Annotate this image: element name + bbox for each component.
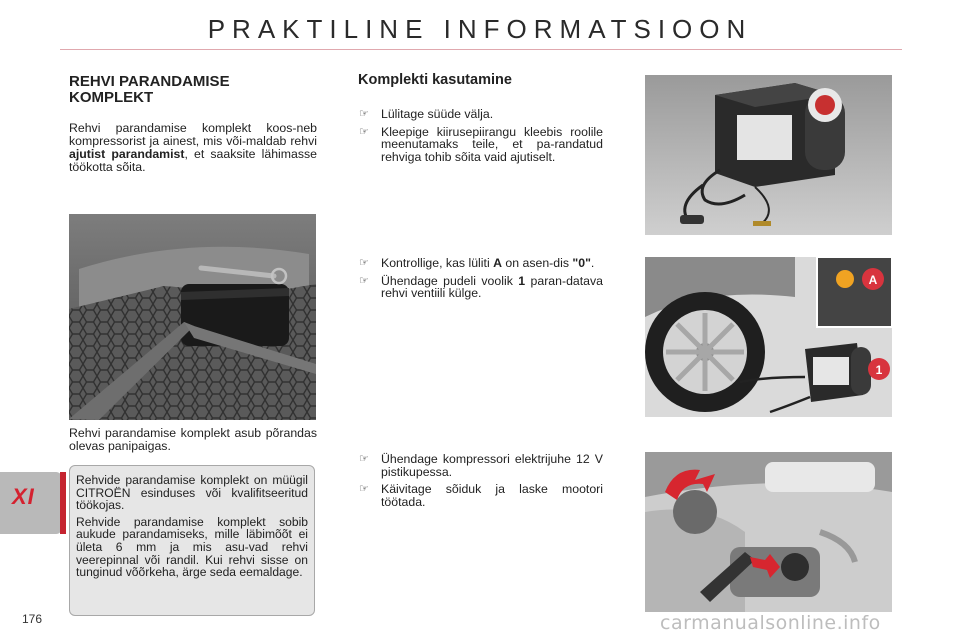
chapter-strip [60, 472, 66, 534]
info-paragraph-usage: Rehvide parandamise komplekt sobib aukude parandamiseks, mille läbimõõt ei ületa 6 mm ja mis asu-vad rehvi veerepinnal või randil. Kui rehvi sisse on tunginud võõrkeha, ärge seda eemaldage. [76, 514, 308, 580]
list-item: ☞ Kontrollige, kas lüliti A on asen-dis "0". [359, 256, 595, 270]
title-divider [60, 49, 902, 50]
socket-connection-illustration [645, 452, 892, 612]
page-number: 176 [22, 612, 43, 626]
intro-text-2: , et saaksite lähimasse töökotta sõita. [69, 147, 317, 174]
pointing-hand-icon: ☞ [359, 483, 369, 496]
section-heading: REHVI PARANDAMISE KOMPLEKT [69, 73, 230, 106]
list-item: ☞ Kleepige kiirusepiirangu kleebis roolile meenutamaks teile, et pa-randatud rehviga tohib sõita vaid ajutiselt. [359, 124, 603, 164]
page-title: PRAKTILINE INFORMATSIOON [207, 14, 753, 44]
list-item: ☞ Ühendage kompressori elektrijuhe 12 V pistikupessa. [359, 452, 603, 479]
watermark: carmanualsonline.info [660, 612, 881, 634]
intro-paragraph [69, 122, 317, 174]
intro-text-1: Rehvi parandamise komplekt koos-neb kompressorist ja ainest, mis või-maldab rehvi [69, 121, 317, 148]
callout-1: 1 [875, 363, 883, 377]
list-item: ☞ Ühendage pudeli voolik 1 paran-datava rehvi ventiili külge. [359, 273, 603, 301]
pointing-hand-icon: ☞ [359, 453, 369, 465]
callout-a: A [868, 273, 878, 287]
trunk-storage-illustration [69, 214, 316, 420]
intro-bold: ajutist parandamist [69, 147, 185, 161]
list-item: ☞ Käivitage sõiduk ja laske mootori töötada. [359, 482, 603, 509]
chapter-tab [0, 472, 62, 534]
usage-heading: Komplekti kasutamine [358, 72, 512, 88]
list-item: ☞ Lülitage süüde välja. [359, 107, 494, 121]
info-box [69, 465, 315, 616]
steps-list-2 [358, 257, 603, 305]
chapter-label: XI [12, 484, 35, 509]
repair-kit-illustration [645, 75, 892, 235]
info-paragraph-availability: Rehvide parandamise komplekt on müügil CITROËN esinduses või kvalifitseeritud töökojas. [76, 473, 308, 513]
steps-list-3 [358, 453, 603, 513]
steps-list-1 [358, 108, 603, 168]
pointing-hand-icon: ☞ [359, 274, 369, 287]
pointing-hand-icon: ☞ [359, 257, 369, 269]
pointing-hand-icon: ☞ [359, 125, 369, 138]
pointing-hand-icon: ☞ [359, 108, 369, 120]
storage-caption: Rehvi parandamise komplekt asub põrandas olevas panipaigas. [69, 426, 317, 453]
wheel-connection-illustration [645, 257, 892, 417]
